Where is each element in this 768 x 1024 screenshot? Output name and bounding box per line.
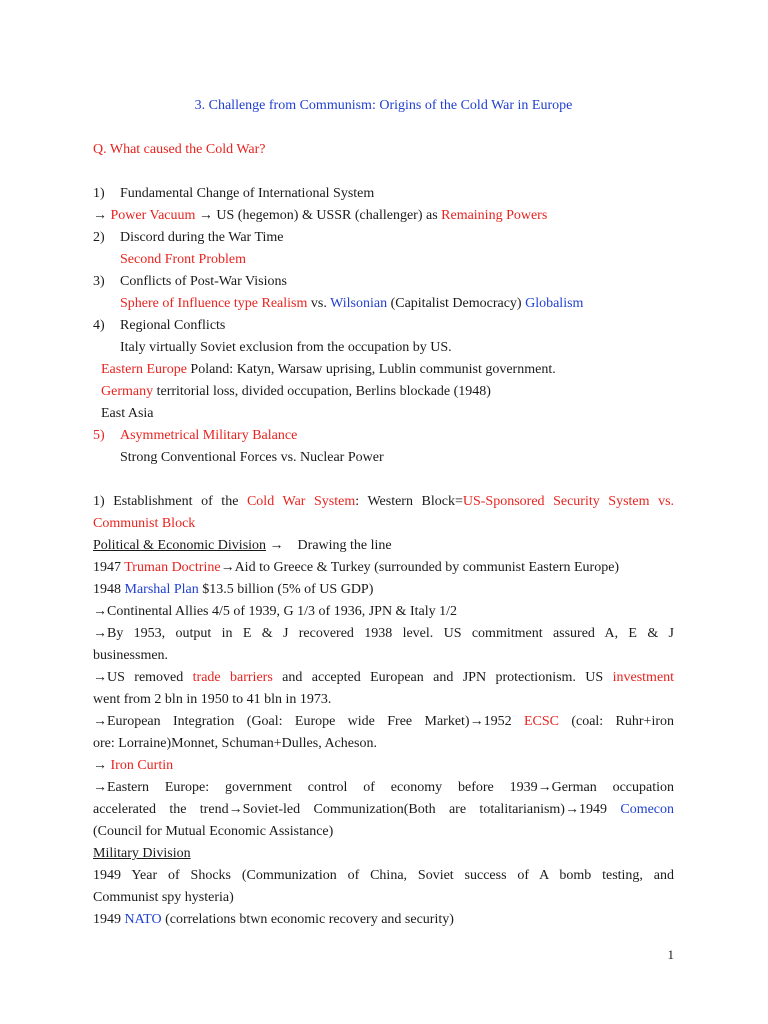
us-sponsored-security: US-Sponsored Security System vs. bbox=[462, 494, 675, 509]
truman-text: →Aid to Greece & Turkey (surrounded by communist Eastern Europe) bbox=[220, 560, 620, 575]
communist-block: Communist Block bbox=[93, 516, 196, 531]
cause-1 bbox=[93, 184, 674, 204]
accelerated-text: accelerated the trend→Soviet-led Communization(Both are totalitarianism)→1949 bbox=[93, 802, 607, 817]
comecon: Comecon bbox=[620, 802, 675, 817]
list-number: 2) bbox=[93, 230, 105, 245]
nato-text: (correlations btwn economic recovery and security) bbox=[165, 912, 454, 927]
cause-4-text: Regional Conflicts bbox=[120, 318, 226, 333]
marshal-line bbox=[93, 580, 674, 600]
businessmen-line: businessmen. bbox=[93, 648, 169, 663]
italy-line: Italy virtually Soviet exclusion from the occupation by US. bbox=[120, 340, 452, 355]
spy-hysteria-line: Communist spy hysteria) bbox=[93, 890, 234, 905]
cause-2-text: Discord during the War Time bbox=[120, 230, 284, 245]
by-1953-line: →By 1953, output in E & J recovered 1938 level. US commitment assured A, E & J bbox=[93, 626, 674, 641]
continental-line: →Continental Allies 4/5 of 1939, G 1/3 of 1936, JPN & Italy 1/2 bbox=[93, 604, 457, 619]
second-front-problem: Second Front Problem bbox=[120, 252, 246, 267]
marshal-plan: Marshal Plan bbox=[124, 582, 199, 597]
arrow: → bbox=[93, 758, 107, 773]
sphere-of-influence: Sphere of Influence type Realism bbox=[120, 296, 308, 311]
year-1948: 1948 bbox=[93, 582, 121, 597]
east-asia-line: East Asia bbox=[101, 406, 154, 421]
eastern-europe-label: Eastern Europe bbox=[101, 362, 187, 377]
wilsonian: Wilsonian bbox=[330, 296, 388, 311]
cause-5 bbox=[93, 426, 674, 446]
globalism: Globalism bbox=[525, 296, 584, 311]
eastern-europe-line bbox=[101, 360, 674, 380]
ore-line: ore: Lorraine)Monnet, Schuman+Dulles, Acheson. bbox=[93, 736, 377, 751]
section-1-pre: 1) Establishment of the bbox=[93, 494, 239, 509]
capitalist-democracy: (Capitalist Democracy) bbox=[390, 296, 522, 311]
political-heading: Political & Economic Division bbox=[93, 538, 267, 553]
list-number: 5) bbox=[93, 428, 105, 443]
section-1-heading bbox=[93, 492, 674, 512]
question-heading: Q. What caused the Cold War? bbox=[93, 142, 266, 157]
cause-2 bbox=[93, 228, 674, 248]
list-number: 3) bbox=[93, 274, 105, 289]
accelerated-line bbox=[93, 800, 674, 820]
arrow: → bbox=[93, 208, 107, 223]
truman-doctrine: Truman Doctrine bbox=[124, 560, 221, 575]
cause-3 bbox=[93, 272, 674, 292]
cause-1-detail bbox=[93, 206, 674, 226]
power-vacuum: Power Vacuum bbox=[110, 208, 196, 223]
nato: NATO bbox=[124, 912, 162, 927]
trade-barriers: trade barriers bbox=[192, 670, 273, 685]
shocks-line: 1949 Year of Shocks (Communization of China, Soviet success of A bomb testing, and bbox=[93, 868, 674, 883]
drawing-the-line: → Drawing the line bbox=[266, 538, 392, 553]
vs-text: vs. bbox=[310, 296, 327, 311]
iron-curtin-line bbox=[93, 756, 674, 776]
investment: investment bbox=[612, 670, 675, 685]
iron-curtin: Iron Curtin bbox=[110, 758, 174, 773]
year-1947: 1947 bbox=[93, 560, 121, 575]
list-number: 4) bbox=[93, 318, 105, 333]
germany-line bbox=[101, 382, 674, 402]
eastern-europe-econ-line: →Eastern Europe: government control of economy before 1939→German occupation bbox=[93, 780, 674, 795]
truman-line bbox=[93, 558, 674, 578]
remaining-powers: Remaining Powers bbox=[441, 208, 548, 223]
political-division-line bbox=[93, 536, 674, 556]
nato-line bbox=[93, 910, 674, 930]
cause-4 bbox=[93, 316, 674, 336]
removed-pre: →US removed bbox=[93, 670, 184, 685]
military-heading: Military Division bbox=[93, 846, 191, 861]
cause-3-text: Conflicts of Post-War Visions bbox=[120, 274, 287, 289]
trade-barriers-line bbox=[93, 668, 674, 688]
european-integration-line bbox=[93, 712, 674, 732]
cause-5-text: Asymmetrical Military Balance bbox=[120, 428, 298, 443]
removed-mid: and accepted European and JPN protectionism. US bbox=[282, 670, 604, 685]
euro-post: (coal: Ruhr+iron bbox=[571, 714, 675, 729]
western-block: : Western Block= bbox=[355, 494, 463, 509]
cause-3-detail bbox=[120, 294, 674, 314]
cause-1-text: Fundamental Change of International System bbox=[120, 186, 375, 201]
cause-1-detail-mid: → US (hegemon) & USSR (challenger) as bbox=[198, 208, 438, 223]
page-number: 1 bbox=[667, 947, 674, 962]
germany-text: territorial loss, divided occupation, Berlins blockade (1948) bbox=[156, 384, 491, 399]
euro-pre: →European Integration (Goal: Europe wide Free Market)→1952 bbox=[93, 714, 512, 729]
cold-war-system: Cold War System bbox=[246, 494, 356, 509]
list-number: 1) bbox=[93, 186, 105, 201]
went-from-line: went from 2 bln in 1950 to 41 bln in 1973. bbox=[93, 692, 332, 707]
year-1949: 1949 bbox=[93, 912, 121, 927]
eastern-europe-text: Poland: Katyn, Warsaw uprising, Lublin communist government. bbox=[190, 362, 556, 377]
germany-label: Germany bbox=[101, 384, 154, 399]
cause-5-detail: Strong Conventional Forces vs. Nuclear Power bbox=[120, 450, 384, 465]
document-title: 3. Challenge from Communism: Origins of the Cold War in Europe bbox=[194, 98, 573, 113]
ecsc: ECSC bbox=[523, 714, 559, 729]
marshal-text: $13.5 billion (5% of US GDP) bbox=[202, 582, 374, 597]
council-line: (Council for Mutual Economic Assistance) bbox=[93, 824, 334, 839]
